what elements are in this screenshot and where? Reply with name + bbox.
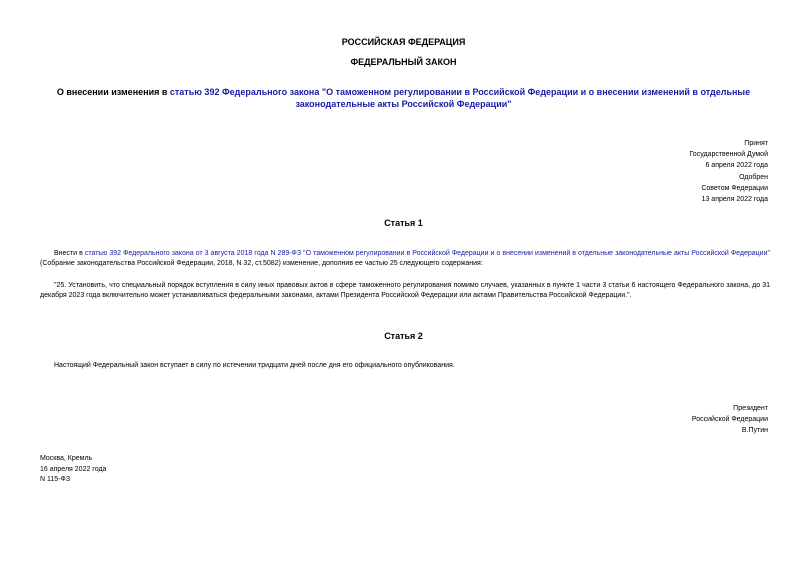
federal-law-link[interactable]: статью 392 Федерального закона от 3 августа 2018 года N 289-ФЗ "О таможенном регулировании в Российской Федерации и о внесении изменений в отдельные законодательные акты Российской Федерации" (84, 250, 770, 257)
article-1-p1-prefix: Внести в (54, 250, 85, 257)
signature-block (692, 403, 768, 437)
law-title-link[interactable]: статью 392 Федерального закона "О таможенном регулировании в Российской Федерации и о внесении изменений в отдельные законодательные акты Российской Федерации" (169, 87, 751, 109)
footer-block (40, 454, 106, 486)
signature-line: Российской Федерации (691, 416, 768, 424)
signature-line: Президент (733, 405, 768, 412)
adoption-line: Принят (744, 140, 768, 147)
signing-date: 16 апреля 2022 года (40, 465, 107, 473)
signing-place: Москва, Кремль (40, 455, 93, 462)
law-title-prefix: О внесении изменения в (56, 87, 170, 97)
law-number: N 115-ФЗ (40, 476, 71, 483)
article-1-heading: Статья 1 (384, 218, 423, 228)
adoption-line: 13 апреля 2022 года (701, 196, 768, 204)
adoption-line: 6 апреля 2022 года (705, 162, 768, 170)
adoption-line: Советом Федерации (701, 184, 768, 192)
article-1-paragraph-2: "25. Установить, что специальный порядок вступления в силу иных правовых актов в сфере таможенного регулирования помимо случаев, указанных в пункте 1 части 3 статьи 6 настоящего Федерального закона, до 31 декабря 2023 года включительно может устанавливаться федеральными законами, актами Президента Российской Федерации или актами Правительства Российской Федерации.". (40, 282, 770, 299)
adoption-line: Одобрен (739, 173, 768, 181)
country-heading: РОССИЙСКАЯ ФЕДЕРАЦИЯ (341, 37, 466, 47)
article-2-heading: Статья 2 (384, 331, 423, 341)
article-1-p1-suffix: (Собрание законодательства Российской Федерации, 2018, N 32, ст.5082) изменение, дополнив ее частью 25 следующего содержания: (40, 260, 483, 267)
adoption-block (689, 138, 768, 205)
adoption-line: Государственной Думой (689, 151, 768, 159)
law-title (50, 86, 757, 110)
signature-line: В.Путин (741, 427, 768, 435)
article-2-paragraph-1: Настоящий Федеральный закон вступает в силу по истечении тридцати дней после дня его официального опубликования. (54, 362, 455, 369)
document-type-heading: ФЕДЕРАЛЬНЫЙ ЗАКОН (350, 57, 457, 67)
article-1-paragraph-1 (40, 249, 770, 269)
